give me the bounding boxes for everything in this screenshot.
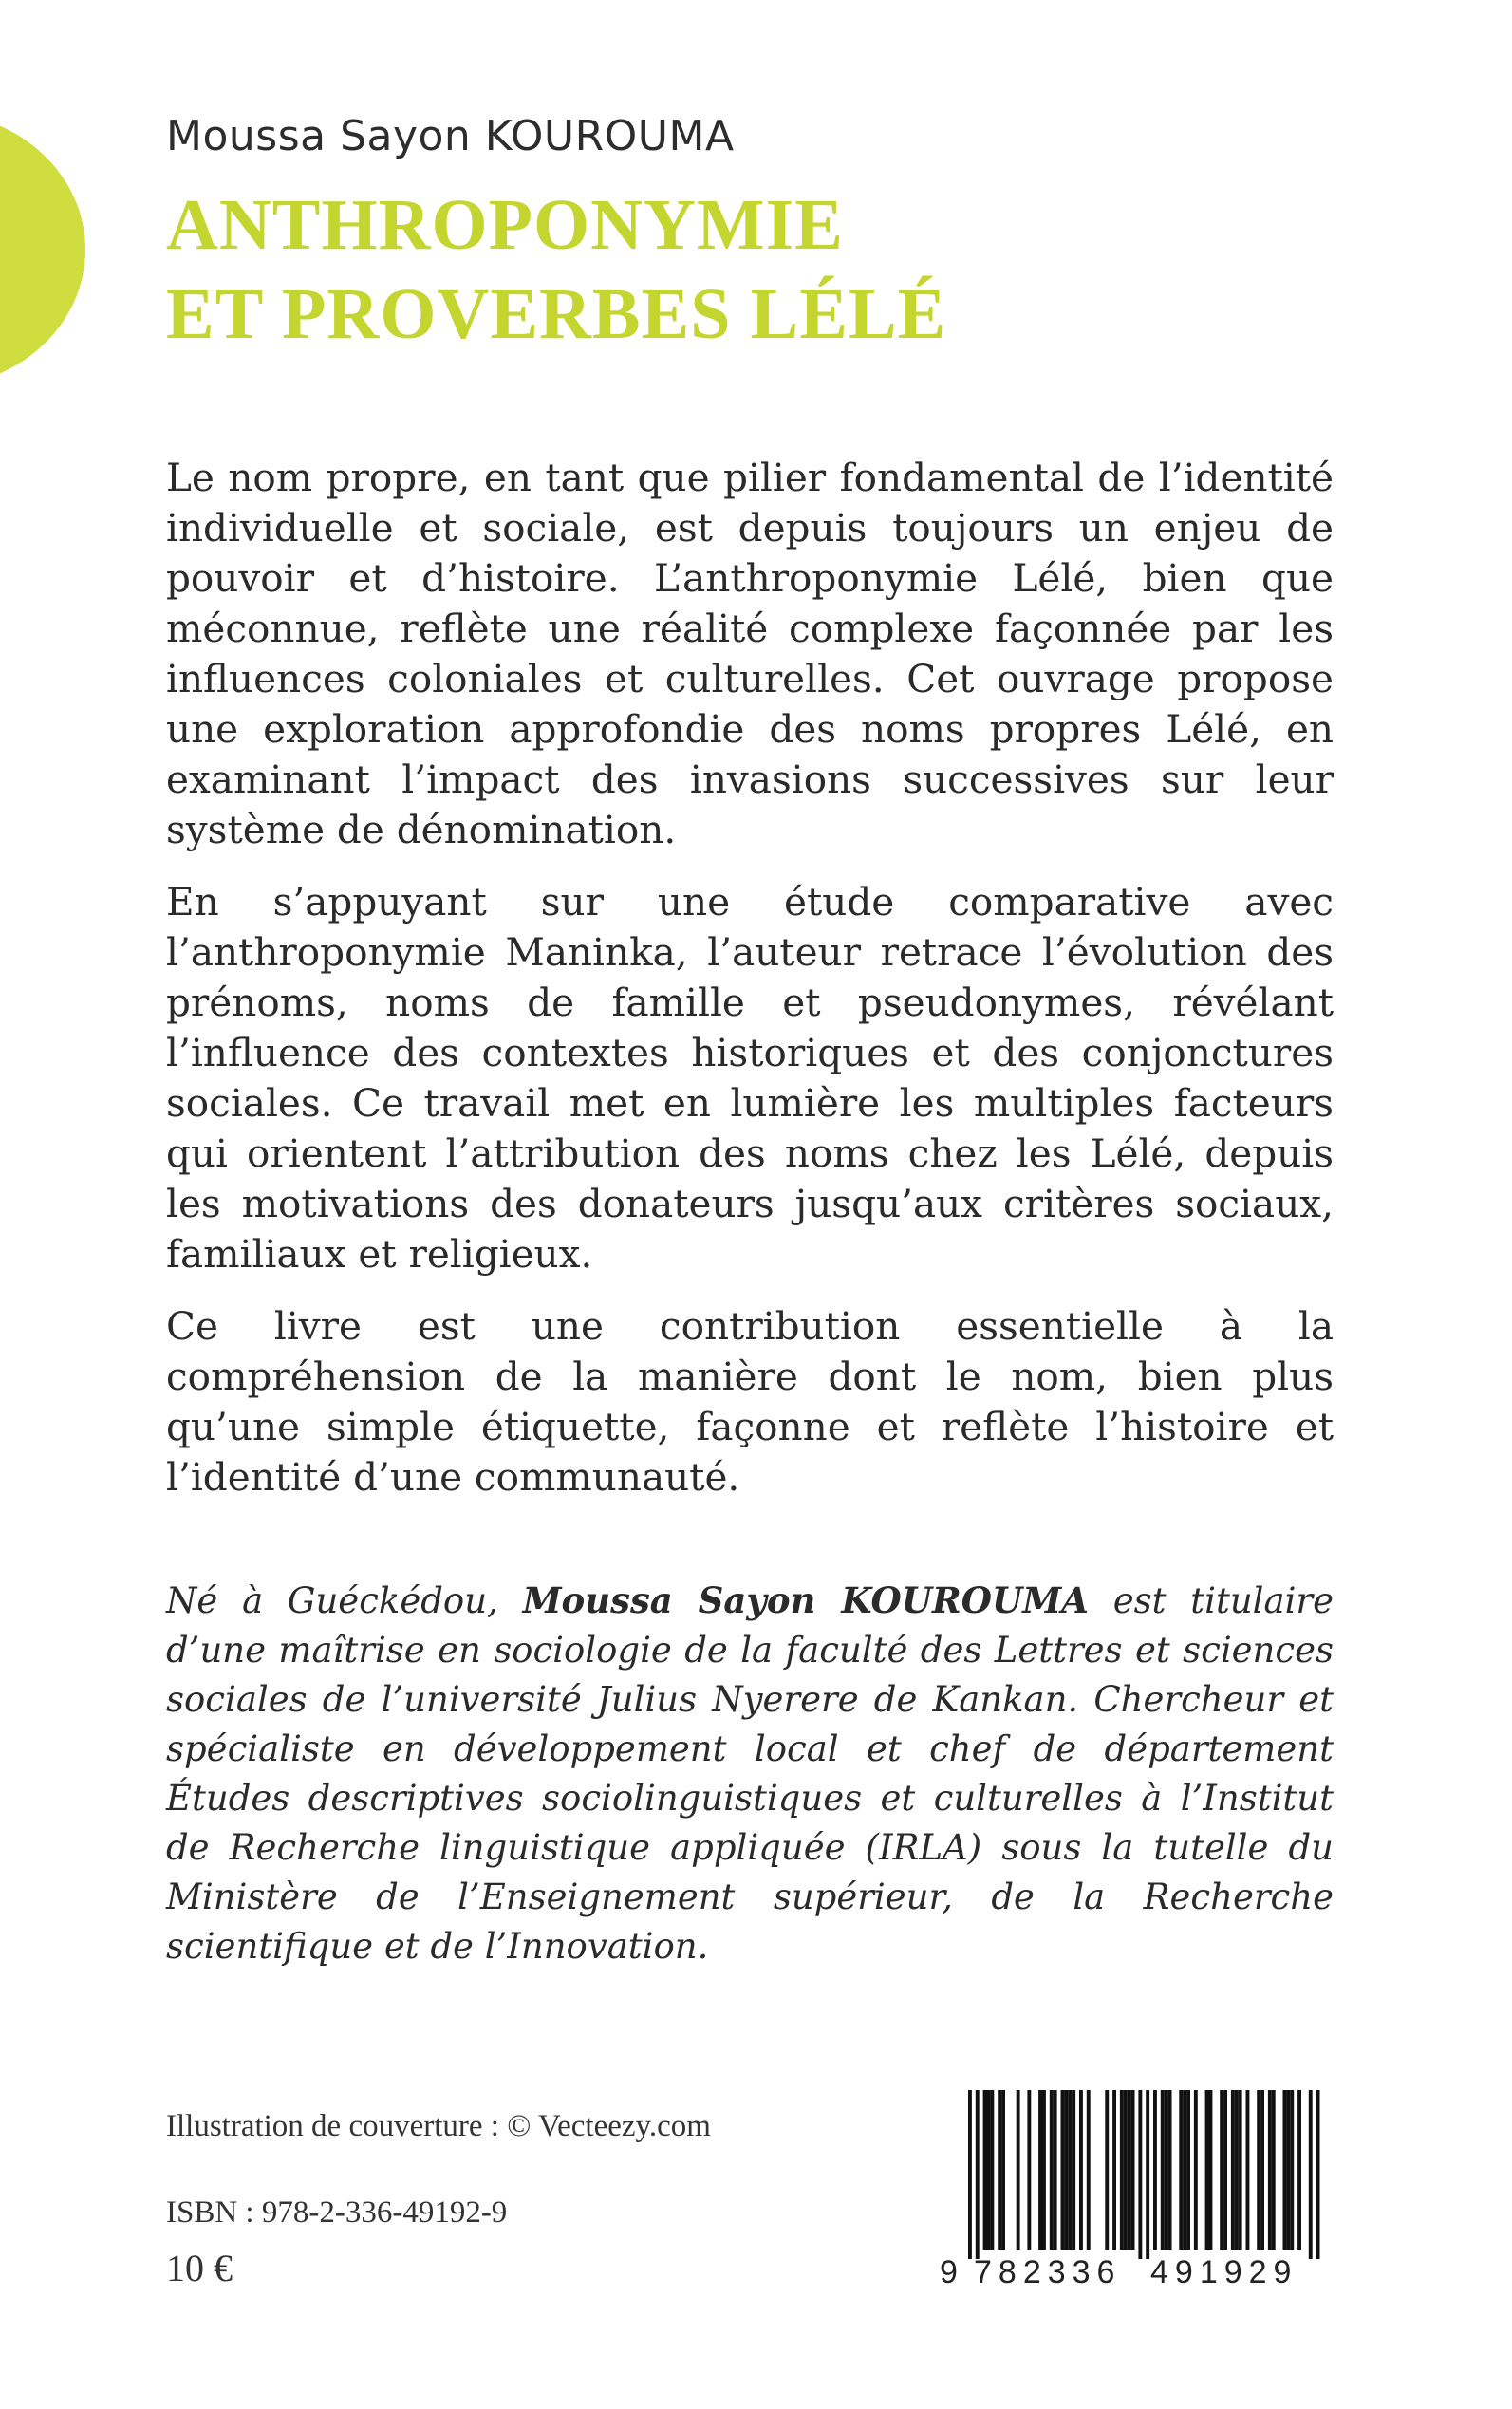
barcode-bar <box>1316 2090 1320 2259</box>
barcode-bar <box>1050 2090 1054 2250</box>
bio-author-name: Moussa Sayon KOUROUMA <box>522 1579 1089 1621</box>
title-line-2: ET PROVERBES LÉLÉ <box>166 274 947 354</box>
isbn: ISBN : 978-2-336-49192-9 <box>166 2195 508 2230</box>
barcode-bar <box>1138 2090 1142 2259</box>
author-name: Moussa Sayon KOUROUMA <box>166 112 735 160</box>
barcode-bar <box>1297 2090 1301 2250</box>
title-line-1: ANTHROPONYMIE <box>166 185 844 265</box>
barcode-bar <box>1001 2090 1005 2250</box>
blurb-paragraph-3: Ce livre est une contribution essentielle à la compréhension de la manière dont le nom, bien plus qu’une simple étiquette, façonne et reflète l’histoire et l’identité d’une communauté. <box>166 1303 1334 1500</box>
barcode-bar <box>1131 2090 1135 2250</box>
barcode-bar <box>1272 2090 1276 2250</box>
barcode-bar <box>976 2090 980 2259</box>
barcode-bar <box>1286 2090 1290 2250</box>
barcode-bar <box>1186 2090 1190 2250</box>
barcode-right-digits: 491929 <box>1150 2254 1298 2289</box>
barcode-bar <box>1220 2090 1223 2250</box>
author-bio <box>166 1576 1334 1971</box>
barcode-bar <box>1309 2090 1313 2259</box>
barcode-bar <box>1283 2090 1287 2250</box>
barcode-bar <box>968 2090 972 2259</box>
barcode-bar <box>1146 2090 1149 2259</box>
barcode-bar <box>1072 2090 1075 2250</box>
barcode-bar <box>1246 2090 1250 2250</box>
barcode-bar <box>1153 2090 1157 2250</box>
barcode-bar <box>1054 2090 1057 2250</box>
barcode-bar <box>1183 2090 1186 2250</box>
barcode-left-digits: 782336 <box>974 2254 1122 2289</box>
accent-circle <box>0 112 85 387</box>
barcode-bar <box>1087 2090 1091 2250</box>
bio-prefix: Né à Guéckédou, <box>166 1580 523 1621</box>
barcode-bar <box>1105 2090 1109 2250</box>
illustration-credit: Illustration de couverture : © Vecteezy.com <box>166 2109 711 2143</box>
barcode-bar <box>1017 2090 1020 2250</box>
barcode-bar <box>1068 2090 1072 2250</box>
barcode-bar <box>1209 2090 1213 2250</box>
barcode-bar <box>1231 2090 1235 2250</box>
barcode-bar <box>1268 2090 1272 2250</box>
barcode-bar <box>1194 2090 1198 2250</box>
barcode-bar <box>987 2090 991 2250</box>
barcode-bar <box>1042 2090 1046 2250</box>
barcode-bar <box>1128 2090 1131 2250</box>
barcode-bar <box>1064 2090 1068 2250</box>
barcode-bar <box>1235 2090 1239 2250</box>
barcode-bar <box>1205 2090 1209 2250</box>
barcode-bar <box>1124 2090 1128 2250</box>
barcode-bar <box>1038 2090 1042 2250</box>
price: 10 € <box>166 2247 233 2289</box>
barcode-bar <box>1120 2090 1124 2250</box>
barcode-bar <box>1223 2090 1227 2250</box>
barcode-bar <box>1168 2090 1172 2250</box>
barcode-bar <box>1165 2090 1168 2250</box>
barcode-bar <box>1079 2090 1083 2250</box>
barcode-bar <box>983 2090 987 2250</box>
barcode-bar <box>1239 2090 1242 2250</box>
book-title <box>166 180 946 359</box>
barcode-bar <box>1260 2090 1264 2250</box>
barcode-bar <box>1179 2090 1183 2250</box>
blurb-paragraph-2: En s’appuyant sur une étude comparative avec l’anthroponymie Maninka, l’auteur retrace l’évolution des prénoms, noms de famille et pseudonymes, révélant l’influence des contextes historiques et des conjonctures sociales. Ce travail met en lumière les multiples facteurs qui orientent l’attribution des noms chez les Lélé, depuis les motivations des donateurs jusqu’aux critères sociaux, familiaux et religieux. <box>166 879 1334 1277</box>
barcode <box>940 2090 1343 2289</box>
barcode-bar <box>1061 2090 1065 2250</box>
barcode-bar <box>1161 2090 1165 2250</box>
barcode-bar <box>990 2090 994 2250</box>
blurb <box>166 453 1334 1524</box>
blurb-paragraph-1: Le nom propre, en tant que pilier fondamental de l’identité individuelle et sociale, est depuis toujours un enjeu de pouvoir et d’histoire. L’anthroponymie Lélé, bien que méconnue, reflète une réalité complexe façonnée par les influences coloniales et culturelles. Cet ouvrage propose une exploration approfondie des noms propres Lélé, en examinant l’impact des invasions successives sur leur système de dénomination. <box>166 455 1334 852</box>
bio-text: est titulaire d’une maîtrise en sociologie de la faculté des Lettres et sciences sociales de l’université Julius Nyerere de Kankan. Chercheur et spécialiste en développement local et chef de département Études descriptives sociolinguistiques et culturelles à l’Institut de Recherche linguistique appliquée (IRLA) sous la tutelle du Ministère de l’Enseignement supérieur, de la Recherche scientifique et de l’Innovation. <box>166 1580 1334 1967</box>
barcode-bar <box>1112 2090 1116 2250</box>
barcode-first-digit: 9 <box>940 2254 958 2289</box>
barcode-bar <box>1027 2090 1031 2250</box>
barcode-bar <box>1290 2090 1294 2250</box>
barcode-bar <box>998 2090 1001 2250</box>
barcode-bar <box>1257 2090 1260 2250</box>
